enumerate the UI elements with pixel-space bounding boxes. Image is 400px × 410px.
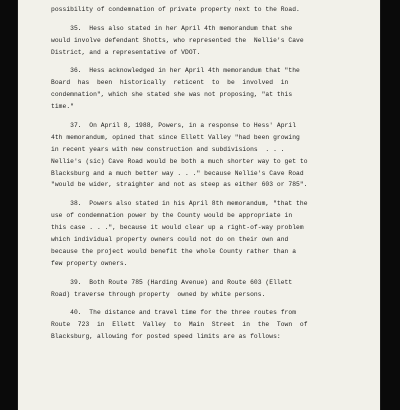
text-line: would involve defendant Shotts, who represented the Nellie's Cave — [51, 36, 304, 44]
text-line: 4th memorandum, opined that since Ellett Valley "had been growing — [51, 133, 300, 141]
document-body — [51, 0, 357, 343]
text-line: time." — [51, 103, 74, 111]
paragraph-gap — [51, 113, 357, 120]
text-line: because the project would benefit the whole County rather than a — [51, 247, 297, 255]
text-line: use of condemnation power by the County would be appropriate in — [51, 212, 293, 220]
paragraph-gap — [51, 270, 357, 277]
text-line: 37. On April 8, 1988, Powers, in a response to Hess' April — [51, 122, 297, 130]
text-line: condemnation", which she stated she was not proposing, "at this — [51, 91, 293, 99]
text-line: District, and a representative of VDOT. — [51, 48, 201, 56]
paragraph-gap — [51, 191, 357, 198]
text-line: 39. Both Route 785 (Harding Avenue) and Route 603 (Ellett — [51, 278, 293, 286]
text-line: Nellie's (sic) Cave Road would be both a much shorter way to get to — [51, 157, 308, 165]
document-page — [18, 0, 380, 410]
text-line: few property owners. — [51, 259, 128, 267]
text-line: 40. The distance and travel time for the three routes from — [51, 309, 297, 317]
text-line: 36. Hess acknowledged in her April 4th memorandum that "the — [51, 67, 300, 75]
paragraph-gap — [51, 300, 357, 307]
text-line: this case . . .", because it would clear up a right-of-way problem — [51, 224, 304, 232]
text-line: "would be wider, straighter and not as steep as either 603 or 785". — [51, 181, 308, 189]
text-line: possibility of condemnation of private property next to the Road. — [51, 5, 300, 13]
text-line: Road) traverse through property owned by white persons. — [51, 290, 266, 298]
text-line: in recent years with new construction and subdivisions . . . — [51, 145, 285, 153]
text-line: Route 723 in Ellett Valley to Main Street in the Town of — [51, 321, 308, 329]
text-line: Blacksburg and a much better way . . ." because Nellie's Cave Road — [51, 169, 304, 177]
text-line: Board has been historically reticent to be involved in — [51, 79, 289, 87]
text-line: 38. Powers also stated in his April 8th memorandum, "that the — [51, 200, 308, 208]
paragraph-gap — [51, 16, 357, 23]
text-line: 35. Hess also stated in her April 4th memorandum that she — [51, 24, 293, 32]
paragraph-gap — [51, 58, 357, 65]
text-line: which individual property owners could not do on their own and — [51, 236, 289, 244]
text-line: Blacksburg, allowing for posted speed limits are as follows: — [51, 333, 281, 341]
